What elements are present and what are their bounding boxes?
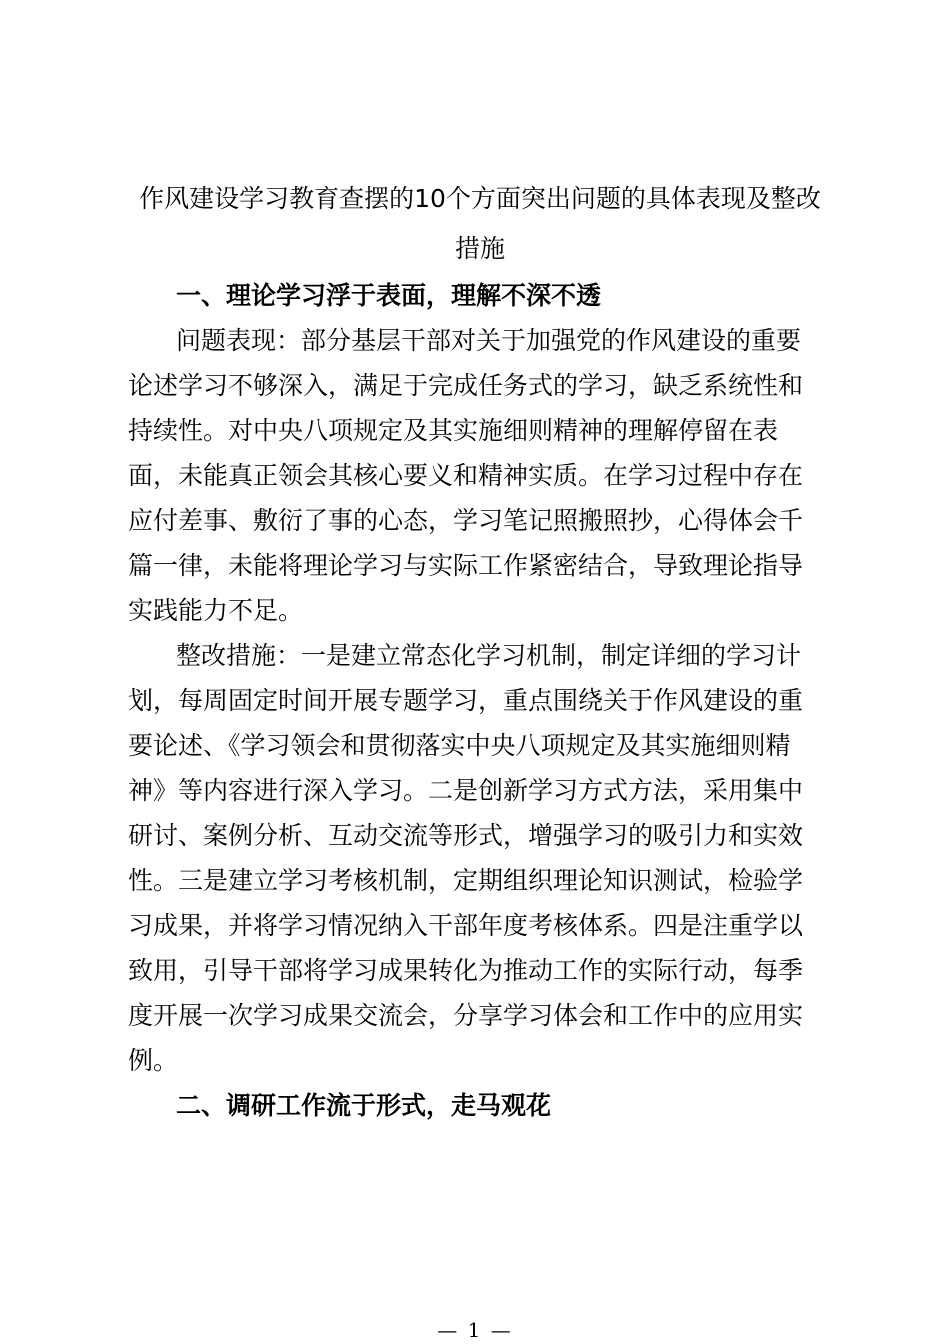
measure-text-line: 神》等内容进行深入学习。二是创新学习方式方法，采用集中 [128,776,804,805]
problem-text-line: 持续性。对中央八项规定及其实施细则精神的理解停留在表 [128,416,779,445]
problem-text-line: 应付差事、敷衍了事的心态，学习笔记照搬照抄，心得体会千 [128,506,804,535]
measure-text-line: 要论述、《学习领会和贯彻落实中央八项规定及其实施细则精 [128,731,791,760]
measure-text-line: 度开展一次学习成果交流会，分享学习体会和工作中的应用实 [128,1001,804,1030]
document-title-line2: 措施 [454,234,505,263]
measure-text-line: 致用，引导干部将学习成果转化为推动工作的实际行动，每季 [128,956,804,985]
measure-text-line: 习成果，并将学习情况纳入干部年度考核体系。四是注重学以 [128,911,804,940]
section1-heading: 一、理论学习浮于表面，理解不深不透 [176,281,602,310]
problem-text-line: 篇一律，未能将理论学习与实际工作紧密结合，导致理论指导 [128,551,804,580]
page-number: — 1 — [437,1318,513,1342]
measure-text-line: 划，每周固定时间开展专题学习，重点围绕关于作风建设的重 [128,686,804,715]
measure-text-line: 研讨、案例分析、互动交流等形式，增强学习的吸引力和实效 [128,821,804,850]
measure-text-line: 例。 [128,1046,179,1075]
problem-text-line: 论述学习不够深入，满足于完成任务式的学习，缺乏系统性和 [128,371,804,400]
problem-text-line: 面，未能真正领会其核心要义和精神实质。在学习过程中存在 [128,461,804,490]
problem-text-line: 问题表现：部分基层干部对关于加强党的作风建设的重要 [176,326,802,355]
problem-text-line: 实践能力不足。 [128,596,304,625]
document-title-line1: 作风建设学习教育查摆的10个方面突出问题的具体表现及整改 [139,184,821,213]
section2-heading: 二、调研工作流于形式，走马观花 [176,1091,552,1120]
measure-text-line: 性。三是建立学习考核机制，定期组织理论知识测试，检验学 [128,866,804,895]
measure-text-line: 整改措施：一是建立常态化学习机制，制定详细的学习计 [176,641,802,670]
